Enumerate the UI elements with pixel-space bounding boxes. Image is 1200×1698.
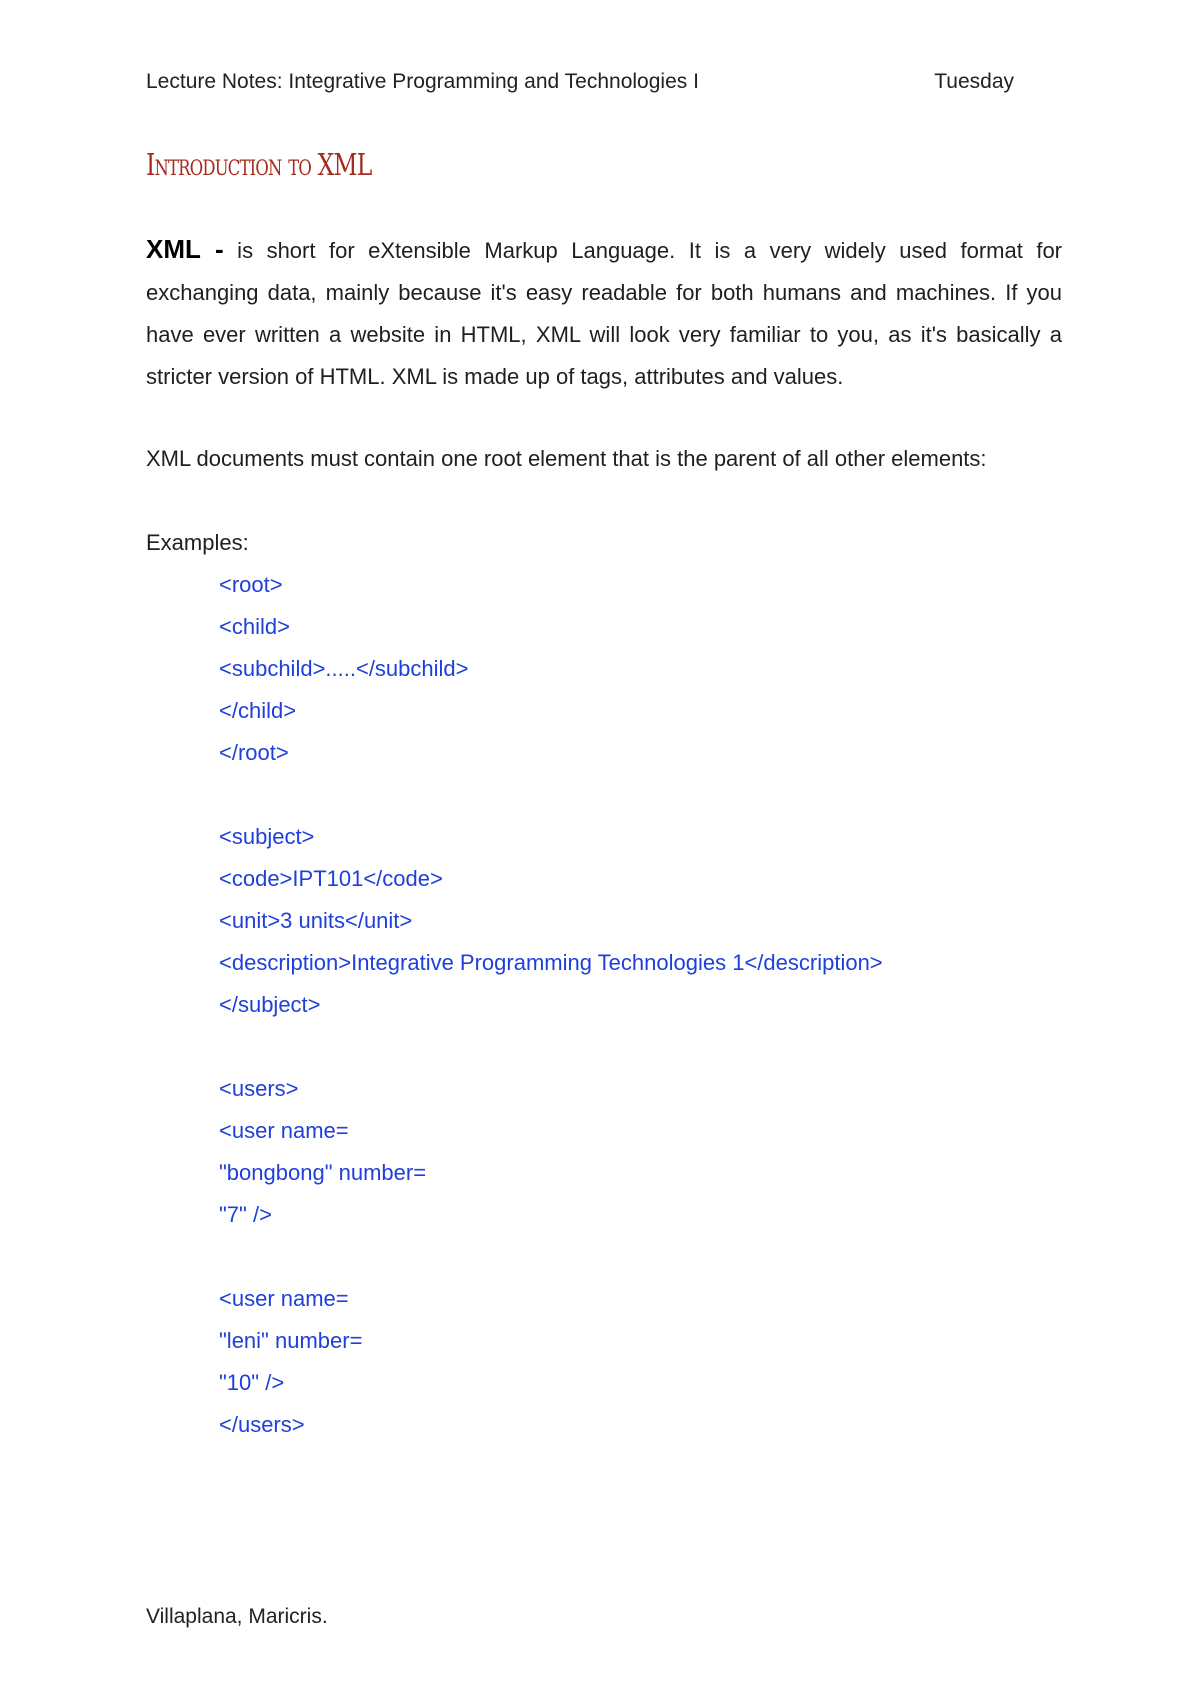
code-line: <root> <box>219 572 283 597</box>
xml-code-block <box>219 564 883 1446</box>
header-course-name: Integrative Programming and Technologies I <box>282 70 699 93</box>
code-line: </child> <box>219 698 297 723</box>
page-footer-author: Villaplana, Maricris. <box>146 1605 328 1628</box>
code-line: <user name= <box>219 1286 349 1311</box>
code-line: </subject> <box>219 992 321 1017</box>
page-title: Introduction to XML <box>146 148 372 183</box>
code-line: <subject> <box>219 824 315 849</box>
intro-term: XML - <box>146 234 224 264</box>
code-line: </root> <box>219 740 289 765</box>
code-line <box>219 1026 883 1068</box>
code-line: <unit>3 units</unit> <box>219 908 413 933</box>
code-line <box>219 774 883 816</box>
root-element-paragraph: XML documents must contain one root element that is the parent of all other elements: <box>146 446 987 471</box>
code-line: <subchild>.....</subchild> <box>219 656 469 681</box>
code-line: <users> <box>219 1076 299 1101</box>
intro-paragraph <box>146 228 1062 398</box>
code-line: <child> <box>219 614 290 639</box>
code-line: "bongbong" number= <box>219 1160 427 1185</box>
header-course-title <box>146 70 699 94</box>
code-line: "leni" number= <box>219 1328 363 1353</box>
intro-text: is short for eXtensible Markup Language. It is a very widely used format for exchanging data, mainly because it's easy readable for both humans and machines. If you have ever written a website in HTML, XML will look very familiar to you, as it's basically a stricter version of HTML. XML is made up of tags, attributes and values. <box>146 238 1063 389</box>
code-line: </users> <box>219 1412 305 1437</box>
code-line: "10" /> <box>219 1370 285 1395</box>
code-line: <user name= <box>219 1118 349 1143</box>
header-day: Tuesday <box>934 70 1014 93</box>
page-header <box>146 70 1014 100</box>
examples-label: Examples: <box>146 530 249 555</box>
code-line <box>219 1236 883 1278</box>
header-prefix: Lecture Notes: <box>146 70 283 93</box>
code-line: <description>Integrative Programming Technologies 1</description> <box>219 950 883 975</box>
code-line: <code>IPT101</code> <box>219 866 443 891</box>
code-line: "7" /> <box>219 1202 272 1227</box>
